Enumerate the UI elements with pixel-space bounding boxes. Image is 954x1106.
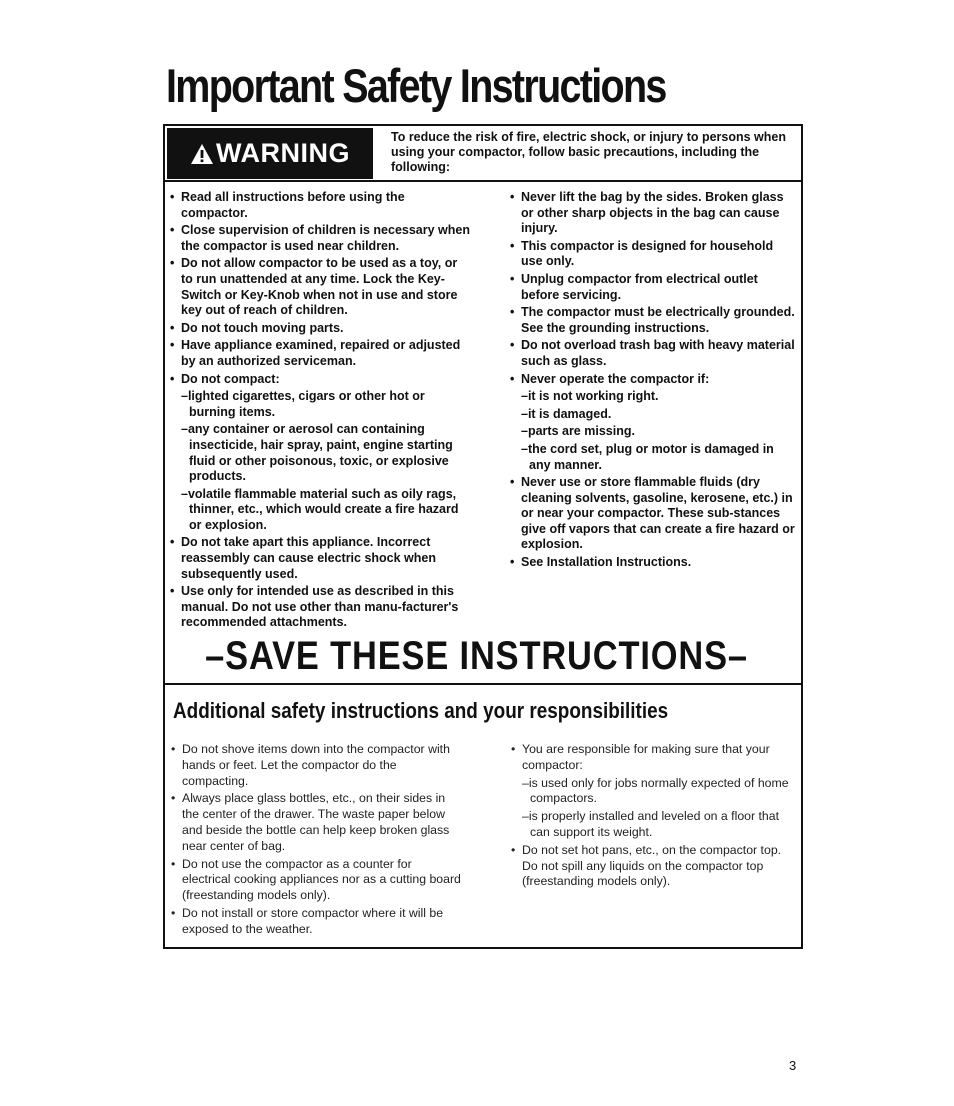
list-item: • Do not allow compactor to be used as a toy, or to run unattended at any time. Lock the Key-Switch or Key-Knob when not in use and store key out of reach of children.	[170, 256, 470, 318]
list-item: • Do not overload trash bag with heavy material such as glass.	[510, 338, 795, 369]
warning-intro: To reduce the risk of fire, electric shock, or injury to persons when using your compactor, follow basic precautions, including the following:	[391, 130, 787, 174]
list-item: • Do not compact:	[170, 372, 470, 388]
save-instructions-heading	[0, 631, 954, 681]
warning-right-list	[510, 190, 795, 573]
list-item: • Have appliance examined, repaired or adjusted by an authorized serviceman.	[170, 338, 470, 369]
list-subitem: –any container or aerosol can containing insecticide, hair spray, paint, engine starting fluid or other poisonous, toxic, or explosive products.	[181, 422, 453, 484]
additional-right-list	[511, 742, 796, 892]
page-number: 3	[789, 1058, 797, 1073]
list-item: • See Installation Instructions.	[510, 555, 795, 571]
list-subitem: –it is damaged.	[521, 406, 612, 421]
list-item: • Never use or store flammable fluids (dry cleaning solvents, gasoline, kerosene, etc.) in or near your compactor. These sub-stances give off vapors that can create a fire hazard or explosion.	[510, 475, 795, 553]
list-item: • Always place glass bottles, etc., on their sides in the center of the drawer. The waste paper below and beside the bottle can help keep broken glass near center of bag.	[171, 791, 461, 854]
list-item: • Unplug compactor from electrical outlet before servicing.	[510, 272, 795, 303]
additional-left-list	[171, 742, 461, 940]
save-instructions-text: –SAVE THESE INSTRUCTIONS–	[205, 634, 749, 678]
list-item: • Read all instructions before using the compactor.	[170, 190, 470, 221]
list-subitem: –is used only for jobs normally expected of home compactors.	[522, 775, 789, 806]
warning-triangle-icon	[190, 143, 214, 165]
list-item: • Do not touch moving parts.	[170, 321, 470, 337]
warning-badge	[167, 128, 373, 179]
list-item: • Do not set hot pans, etc., on the compactor top. Do not spill any liquids on the compactor top (freestanding models only).	[511, 843, 796, 890]
list-item: • Never operate the compactor if:	[510, 372, 795, 388]
additional-heading: Additional safety instructions and your responsibilities	[173, 698, 669, 723]
warning-label: WARNING	[216, 138, 350, 168]
list-subitem: –it is not working right.	[521, 389, 659, 404]
divider-top	[165, 180, 801, 182]
list-subitem: –volatile flammable material such as oily rags, thinner, etc., which would create a fire hazard or explosion.	[181, 486, 459, 532]
list-item: • Do not shove items down into the compactor with hands or feet. Let the compactor do the compacting.	[171, 742, 461, 789]
divider-bottom	[165, 683, 801, 685]
list-item: • Do not install or store compactor where it will be exposed to the weather.	[171, 906, 461, 938]
list-item: • Do not take apart this appliance. Incorrect reassembly can cause electric shock when subsequently used.	[170, 535, 470, 582]
list-item: • Never lift the bag by the sides. Broken glass or other sharp objects in the bag can cause injury.	[510, 190, 795, 237]
list-item: • Do not use the compactor as a counter for electrical cooking appliances nor as a cutting board (freestanding models only).	[171, 857, 461, 904]
list-item: • This compactor is designed for household use only.	[510, 239, 795, 270]
page-title: Important Safety Instructions	[166, 59, 666, 112]
list-item: • You are responsible for making sure that your compactor:	[511, 742, 796, 774]
list-subitem: –lighted cigarettes, cigars or other hot or burning items.	[181, 389, 425, 419]
list-subitem: –is properly installed and leveled on a floor that can support its weight.	[522, 809, 780, 839]
warning-left-list	[170, 190, 470, 633]
list-item: • Use only for intended use as described in this manual. Do not use other than manu-facturer's recommended attachments.	[170, 584, 470, 631]
list-item: • Close supervision of children is necessary when the compactor is used near children.	[170, 223, 470, 254]
list-subitem: –the cord set, plug or motor is damaged in any manner.	[521, 441, 774, 472]
list-subitem: –parts are missing.	[521, 424, 635, 439]
list-item: • The compactor must be electrically grounded. See the grounding instructions.	[510, 305, 795, 336]
